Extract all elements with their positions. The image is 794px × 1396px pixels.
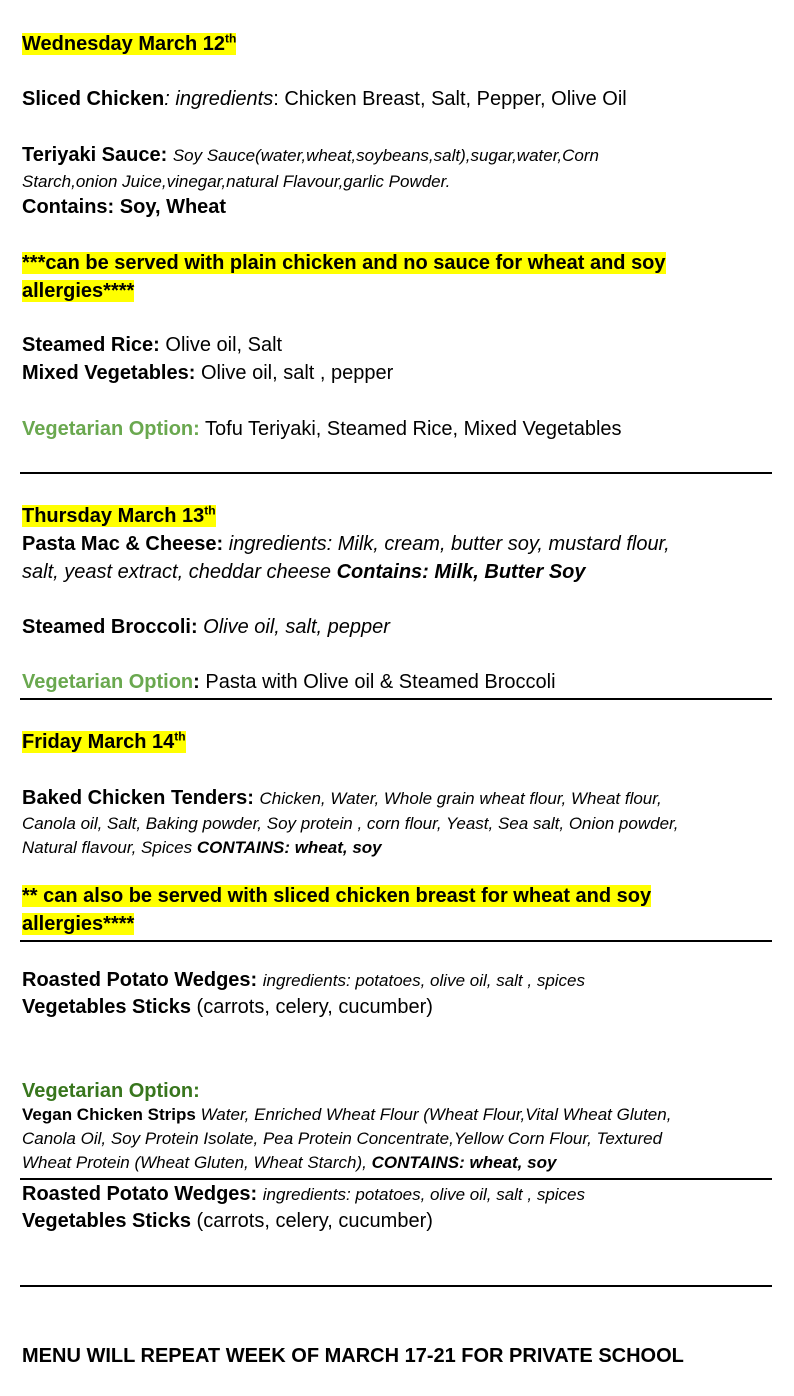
wednesday-teriyaki-sauce: Teriyaki Sauce: Soy Sauce(water,wheat,soybeans,salt),sugar,water,Corn bbox=[22, 144, 599, 166]
friday-potato-wedges-2: Roasted Potato Wedges: ingredients: potatoes, olive oil, salt , spices bbox=[22, 1183, 586, 1205]
divider-friday-note bbox=[20, 940, 772, 942]
wednesday-allergy-note-line2: allergies**** bbox=[22, 280, 135, 302]
wednesday-contains: Contains: Soy, Wheat bbox=[22, 196, 227, 218]
footer-repeat-notice: MENU WILL REPEAT WEEK OF MARCH 17-21 FOR PRIVATE SCHOOL bbox=[22, 1345, 684, 1367]
wednesday-allergy-note-line1: ***can be served with plain chicken and no sauce for wheat and soy bbox=[22, 252, 666, 274]
friday-vegan-chicken-strips: Vegan Chicken Strips Water, Enriched Wheat Flour (Wheat Flour,Vital Wheat Gluten, bbox=[22, 1105, 672, 1124]
friday-vegetarian-option: Vegetarian Option: bbox=[22, 1080, 200, 1102]
friday-chicken-tenders-line3: Natural flavour, Spices CONTAINS: wheat, soy bbox=[22, 838, 382, 857]
friday-vegetable-sticks: Vegetables Sticks (carrots, celery, cucumber) bbox=[22, 996, 433, 1018]
wednesday-steamed-rice: Steamed Rice: Olive oil, Salt bbox=[22, 334, 283, 356]
divider-thursday bbox=[20, 698, 772, 700]
friday-potato-wedges: Roasted Potato Wedges: ingredients: potatoes, olive oil, salt , spices bbox=[22, 969, 586, 991]
friday-vegan-line2: Canola Oil, Soy Protein Isolate, Pea Protein Concentrate,Yellow Corn Flour, Textured bbox=[22, 1129, 663, 1148]
wednesday-heading: Wednesday March 12th bbox=[22, 31, 237, 55]
wednesday-sliced-chicken: Sliced Chicken: ingredients: Chicken Breast, Salt, Pepper, Olive Oil bbox=[22, 88, 627, 110]
thursday-heading: Thursday March 13th bbox=[22, 503, 216, 527]
friday-allergy-note-line2: allergies**** bbox=[22, 913, 135, 935]
wednesday-mixed-vegetables: Mixed Vegetables: Olive oil, salt , pepper bbox=[22, 362, 394, 384]
friday-vegan-line3: Wheat Protein (Wheat Gluten, Wheat Starch), CONTAINS: wheat, soy bbox=[22, 1153, 557, 1172]
friday-heading: Friday March 14th bbox=[22, 729, 186, 753]
divider-wednesday bbox=[20, 472, 772, 474]
divider-vegan bbox=[20, 1178, 772, 1180]
thursday-vegetarian-option: Vegetarian Option: Pasta with Olive oil & Steamed Broccoli bbox=[22, 671, 556, 693]
wednesday-vegetarian-option: Vegetarian Option: Tofu Teriyaki, Steamed Rice, Mixed Vegetables bbox=[22, 418, 622, 440]
thursday-mac-cheese: Pasta Mac & Cheese: ingredients: Milk, cream, butter soy, mustard flour, bbox=[22, 533, 670, 555]
friday-vegetable-sticks-2: Vegetables Sticks (carrots, celery, cucumber) bbox=[22, 1210, 433, 1232]
friday-allergy-note-line1: ** can also be served with sliced chicken breast for wheat and soy bbox=[22, 885, 652, 907]
friday-chicken-tenders-line2: Canola oil, Salt, Baking powder, Soy protein , corn flour, Yeast, Sea salt, Onion powder, bbox=[22, 814, 679, 833]
friday-chicken-tenders: Baked Chicken Tenders: Chicken, Water, Whole grain wheat flour, Wheat flour, bbox=[22, 787, 662, 809]
wednesday-teriyaki-line2: Starch,onion Juice,vinegar,natural Flavour,garlic Powder. bbox=[22, 172, 451, 191]
thursday-steamed-broccoli: Steamed Broccoli: Olive oil, salt, pepper bbox=[22, 616, 390, 638]
divider-friday bbox=[20, 1285, 772, 1287]
thursday-mac-cheese-line2: salt, yeast extract, cheddar cheese Contains: Milk, Butter Soy bbox=[22, 561, 586, 583]
